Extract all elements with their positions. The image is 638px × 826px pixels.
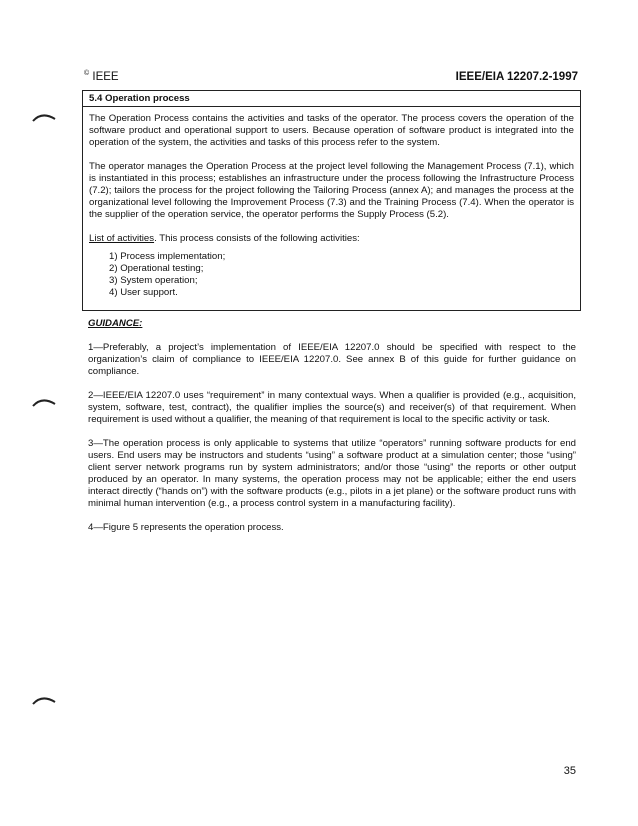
- activity-list: [89, 251, 574, 299]
- list-intro: [89, 233, 574, 245]
- section-paragraph-2: The operator manages the Operation Process at the project level following the Management Process (7.1), which is instantiated in this process; establishes an infrastructure under the process following the Infrastructure Process (7.2); tailors the process for the project following the Tailoring Process (annex A); and manages the process at the organizational level following the Improvement Process (7.3) and the Training Process (7.4). When the operator is the supplier of the operation service, the operator performs the Supply Process (5.2).: [89, 161, 574, 220]
- section-body: [83, 107, 580, 299]
- guidance-title: GUIDANCE:: [88, 318, 143, 329]
- section-box: [82, 90, 581, 311]
- list-item: 3) System operation;: [109, 275, 198, 286]
- binder-mark-bottom: [32, 696, 56, 706]
- guidance-note-3: 3—The operation process is only applicable to systems that utilize “operators” running software products for end users. End users may be instructors and students “using” a software product at a simulation center; those “using” client server network programs run by system administrators; and/or those “using” the reports or other output produced by an operator. In many systems, the operation process may not be applicable; either the end users interact directly (“hands on”) with the software products (e.g., pilots in a jet plane) or the software product runs with minimal human intervention (e.g., a process control system in a manufacturing facility).: [88, 438, 576, 509]
- list-intro-rest: . This process consists of the following activities:: [154, 233, 360, 244]
- guidance-note-1: 1—Preferably, a project’s implementation of IEEE/EIA 12207.0 should be specified with respect to the organization’s claim of compliance to IEEE/EIA 12207.0. See annex B of this guide for further guidance on compliance.: [88, 342, 576, 377]
- binder-mark-middle: [32, 398, 56, 408]
- section-title: 5.4 Operation process: [83, 91, 580, 107]
- page-number: 35: [563, 765, 576, 777]
- guidance-note-4: 4—Figure 5 represents the operation process.: [88, 522, 284, 533]
- header-left: [84, 71, 119, 83]
- copyright-symbol: ©: [84, 70, 90, 77]
- header-right: IEEE/EIA 12207.2-1997: [455, 71, 578, 83]
- header-left-text: IEEE: [92, 71, 119, 83]
- binder-mark-top: [32, 113, 56, 123]
- guidance-section: [88, 318, 576, 546]
- section-paragraph-1: The Operation Process contains the activities and tasks of the operator. The process covers the operation of the software product and operational support to users. Because operation of software product is integrated into the operation of the system, the activities and tasks of this process refer to the system.: [89, 113, 574, 148]
- list-item: 1) Process implementation;: [109, 251, 226, 262]
- list-item: 2) Operational testing;: [109, 263, 204, 274]
- list-item: 4) User support.: [109, 287, 178, 298]
- guidance-note-2: 2—IEEE/EIA 12207.0 uses “requirement” in many contextual ways. When a qualifier is provided (e.g., acquisition, system, software, test, contract), the qualifier implies the source(s) and receiver(s) of that requirement. When requirement is used without a qualifier, the meaning of that requirement is local to the specific activity or task.: [88, 390, 576, 425]
- list-intro-label: List of activities: [89, 233, 155, 244]
